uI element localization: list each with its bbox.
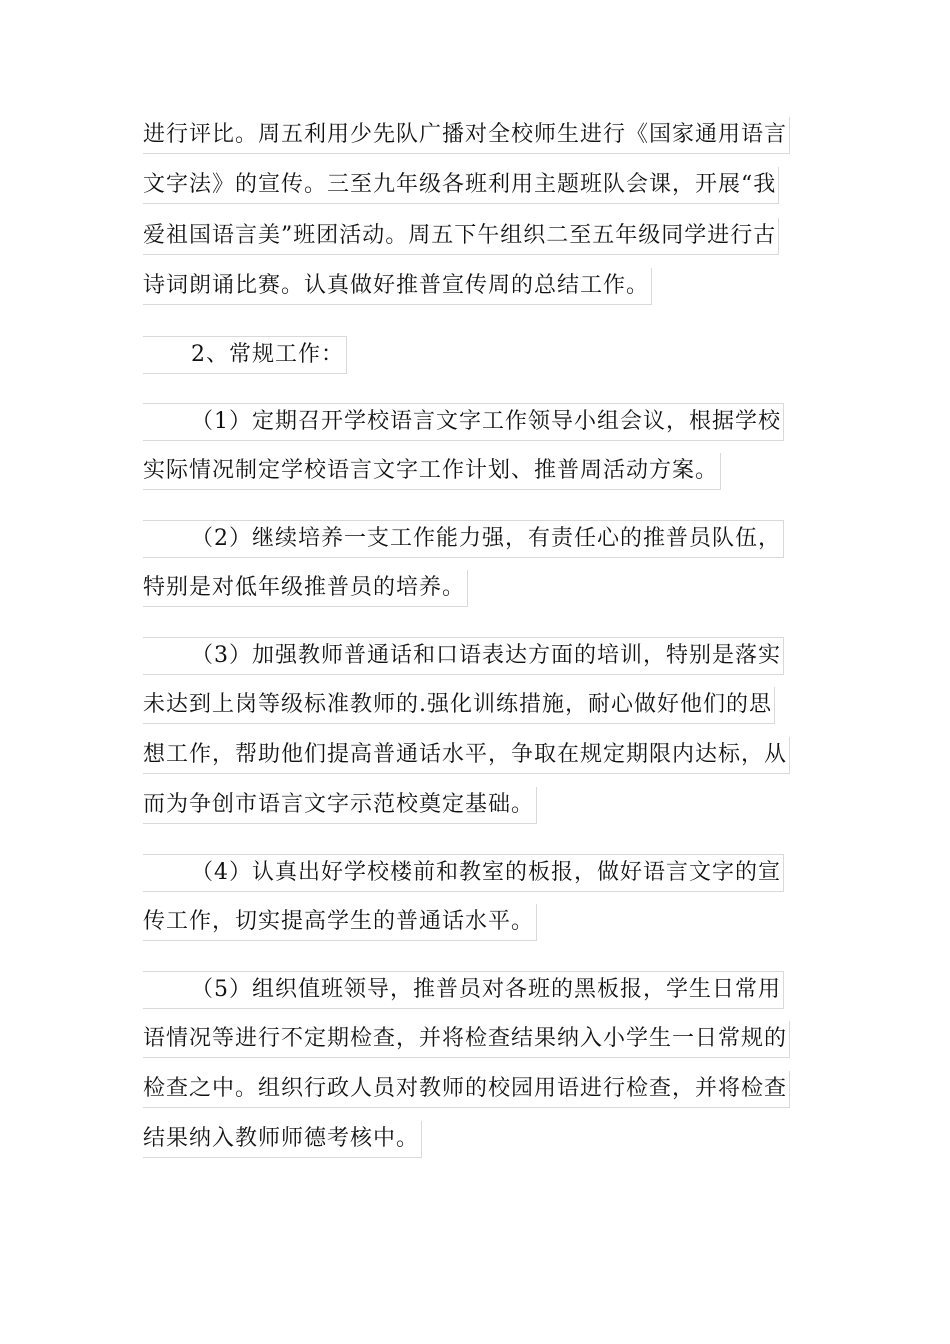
text-line: 语情况等进行不定期检查，并将检查结果纳入小学生一日常规的 (143, 1021, 790, 1058)
text-line: 2、常规工作： (143, 336, 347, 374)
text-line: 进行评比。周五利用少先队广播对全校师生进行《国家通用语言 (143, 117, 790, 154)
text-line: 而为争创市语言文字示范校奠定基础。 (143, 787, 537, 824)
text-line: 文字法》的宣传。三至九年级各班利用主题班队会课，开展“我 (143, 167, 779, 204)
text-line: （2）继续培养一支工作能力强，有责任心的推普员队伍， (143, 520, 784, 558)
text-line: 爱祖国语言美”班团活动。周五下午组织二至五年级同学进行古 (143, 218, 779, 255)
text-line: 诗词朗诵比赛。认真做好推普宣传周的总结工作。 (143, 268, 652, 305)
text-line: 特别是对低年级推普员的培养。 (143, 570, 468, 607)
text-line: 想工作，帮助他们提高普通话水平，争取在规定期限内达标，从 (143, 737, 790, 774)
text-line: （1）定期召开学校语言文字工作领导小组会议，根据学校 (143, 403, 784, 441)
text-line: 实际情况制定学校语言文字工作计划、推普周活动方案。 (143, 453, 721, 490)
text-line: 未达到上岗等级标准教师的.强化训练措施，耐心做好他们的思 (143, 687, 775, 724)
text-line: （4）认真出好学校楼前和教室的板报，做好语言文字的宣 (143, 854, 784, 892)
text-line: （3）加强教师普通话和口语表达方面的培训，特别是落实 (143, 637, 784, 675)
text-line: 结果纳入教师师德考核中。 (143, 1121, 422, 1158)
text-line: 传工作，切实提高学生的普通话水平。 (143, 904, 537, 941)
text-line: （5）组织值班领导，推普员对各班的黑板报，学生日常用 (143, 971, 784, 1009)
text-line: 检查之中。组织行政人员对教师的校园用语进行检查，并将检查 (143, 1071, 790, 1108)
